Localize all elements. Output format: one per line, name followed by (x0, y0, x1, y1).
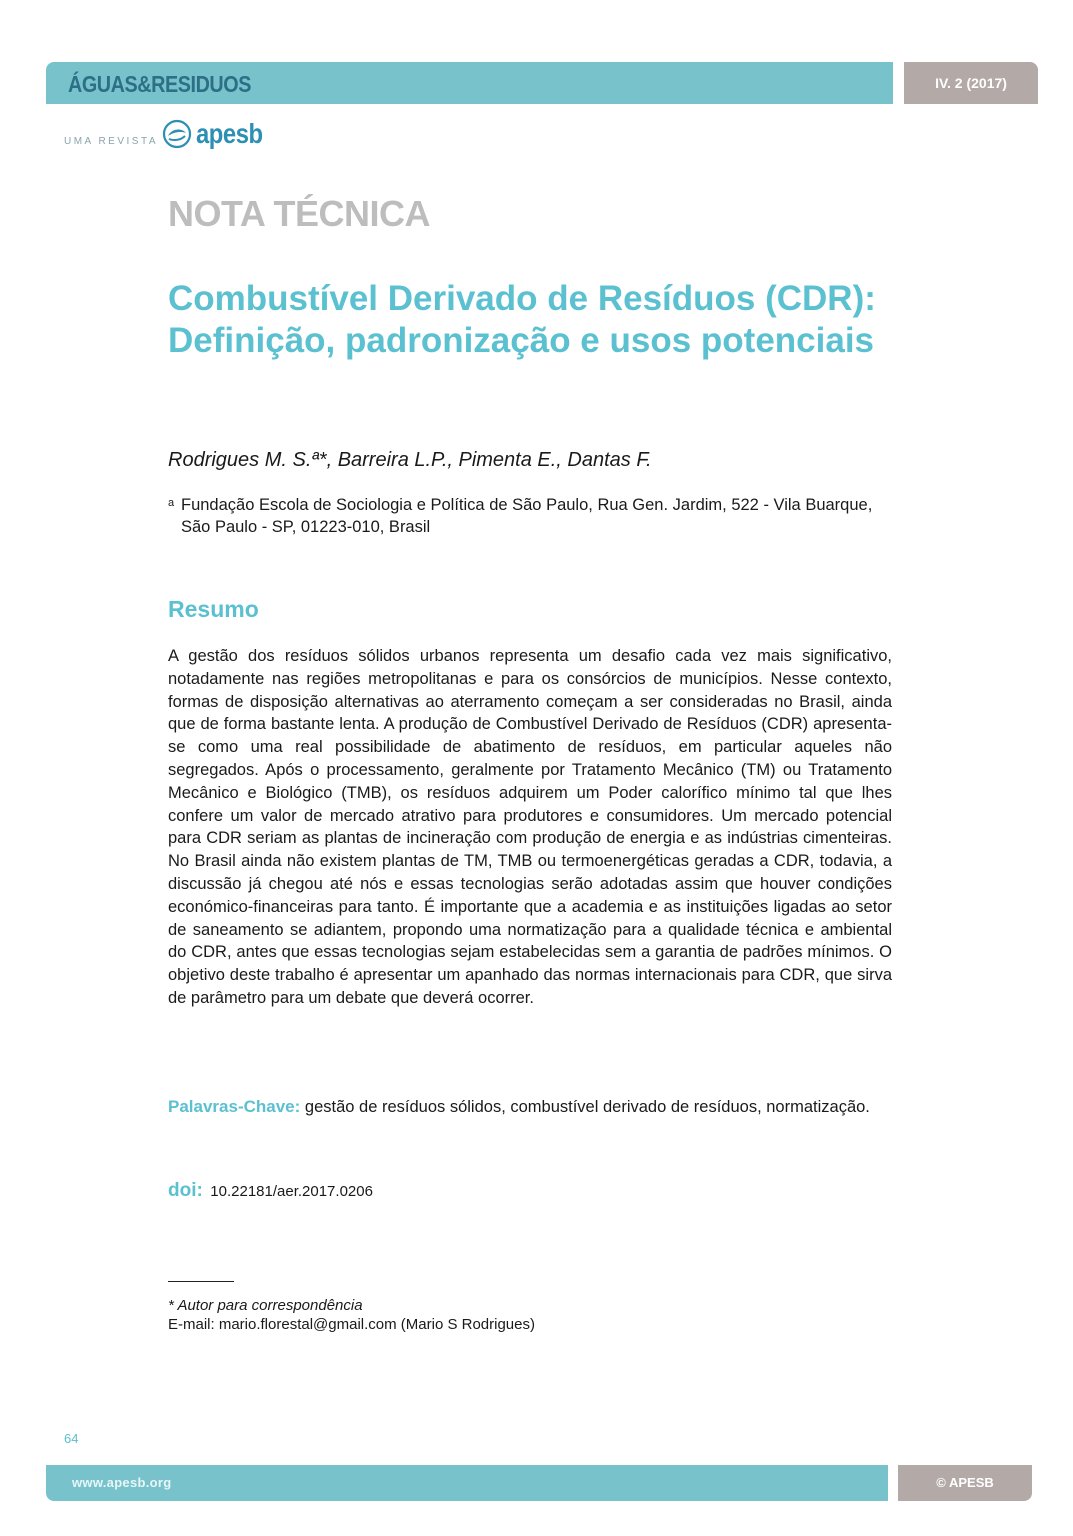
footnote-divider (168, 1281, 234, 1282)
article-authors: Rodrigues M. S.ª*, Barreira L.P., Pimenta E., Dantas F. (168, 449, 652, 471)
footnote-corresponding-author: * Autor para correspondência (168, 1297, 363, 1314)
doi (168, 1180, 373, 1202)
abstract-text: A gestão dos resíduos sólidos urbanos representa um desafio cada vez mais significativo, notadamente nas regiões metropolitanas e para os consórcios de municípios. Nesse contexto, formas de disposição alternativas ao aterramento começam a ser consideradas no Brasil, ainda que de forma bastante lenta. A produção de Combustível Derivado de Resíduos (CDR) apresenta-se como uma real possibilidade de abatimento de resíduos, em particular aqueles não segregados. Após o processamento, geralmente por Tratamento Mecânico (TM) ou Tratamento Mecânico e Biológico (TMB), os resíduos adquirem um Poder calorífico mínimo tal que lhes confere um valor de mercado atrativo para produtores e consumidores. Um mercado potencial para CDR seriam as plantas de incineração com produção de energia e as indústrias cimenteiras. No Brasil ainda não existem plantas de TM, TMB ou termoenergéticas geradas a CDR, todavia, a discussão já chegou até nós e essas tecnologias serão adotadas assim que houver condições económico-financeiras para tanto. É importante que a academia e as instituições ligadas ao setor de saneamento se adiantem, propondo uma normatização para a qualidade técnica e ambiental do CDR, antes que essas tecnologias sejam estabelecidas sem a garantia de padrões mínimos. O objetivo deste trabalho é apresentar um apanhado das normas internacionais para CDR, que sirva de parâmetro para um debate que deverá ocorrer. (168, 647, 892, 1007)
abstract-heading: Resumo (168, 596, 259, 622)
affiliation-text: Fundação Escola de Sociologia e Política de São Paulo, Rua Gen. Jardim, 522 - Vila Buarque, São Paulo - SP, 01223-010, Brasil (181, 496, 873, 536)
copyright-tag: © APESB (898, 1465, 1032, 1501)
keywords (168, 1096, 892, 1118)
publisher-logo-label: UMA REVISTA (64, 135, 158, 147)
affiliation-mark: a (168, 497, 175, 509)
article-title: Combustível Derivado de Resíduos (CDR): Definição, padronização e usos potenciais (168, 279, 876, 360)
keywords-text: gestão de resíduos sólidos, combustível derivado de resíduos, normatização. (304, 1098, 870, 1116)
page-number: 64 (64, 1431, 79, 1446)
journal-brand: ÁGUAS&RESIDUOS (68, 71, 252, 97)
publisher-logo (64, 114, 274, 154)
doi-value: 10.22181/aer.2017.0206 (210, 1183, 373, 1200)
section-label: NOTA TÉCNICA (168, 193, 430, 234)
keywords-label: Palavras-Chave: (168, 1097, 301, 1116)
doi-label: doi: (168, 1180, 203, 1201)
apesb-swirl-icon (162, 119, 192, 149)
site-url: www.apesb.org (72, 1475, 172, 1490)
journal-header-bar (46, 62, 893, 104)
author-affiliation (168, 494, 878, 538)
footnote-email: E-mail: mario.florestal@gmail.com (Mario S Rodrigues) (168, 1316, 535, 1333)
publisher-name: apesb (196, 118, 263, 149)
footer-bar (46, 1465, 888, 1501)
volume-tag: IV. 2 (2017) (904, 62, 1038, 104)
